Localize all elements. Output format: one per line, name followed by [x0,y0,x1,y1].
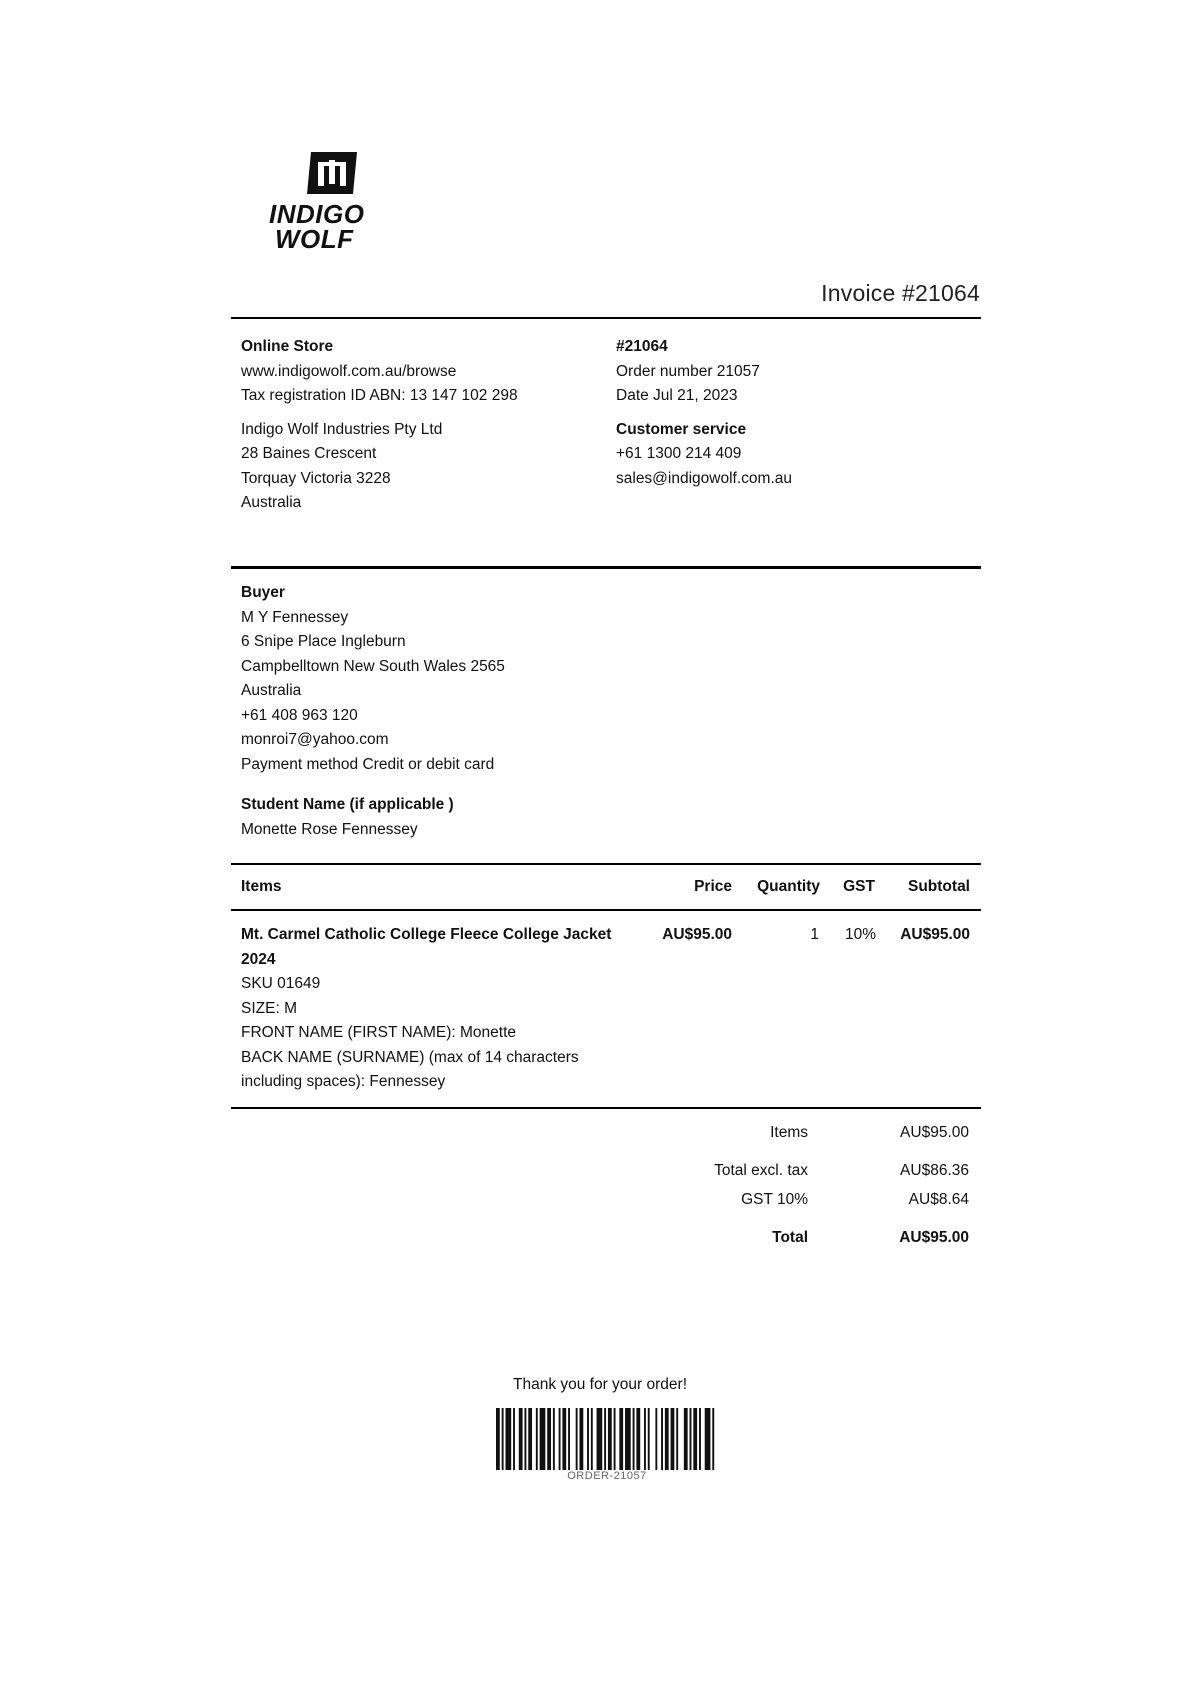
order-date: Date Jul 21, 2023 [616,387,738,404]
col-header-quantity: Quantity [757,878,820,895]
item-title: Mt. Carmel Catholic College Fleece College Jacket [241,926,612,943]
barcode-text: ORDER-21057 [567,1470,647,1482]
company-name: Indigo Wolf Industries Pty Ltd [241,420,443,438]
gst-label: GST 10% [741,1191,808,1208]
table-row [241,923,611,1095]
buyer-divider [231,566,981,569]
item-back-name-cont: including spaces): Fennessey [241,1073,446,1090]
item-sku: SKU 01649 [241,975,321,992]
wolf-logo-icon [307,152,357,194]
company-country: Australia [241,494,302,511]
buyer-heading: Buyer [241,584,285,601]
buyer-block [241,581,505,842]
student-heading: Student Name (if applicable ) [241,796,454,813]
table-top-rule [231,863,981,865]
table-header-rule [231,909,981,911]
order-block [616,335,792,491]
seller-block [241,335,518,516]
table-bottom-rule [231,1107,981,1109]
company-city: Torquay Victoria 3228 [241,469,391,487]
customer-service-email: sales@indigowolf.com.au [616,469,792,487]
tax-id: Tax registration ID ABN: 13 147 102 298 [241,387,518,404]
grand-total-label: Total [772,1229,808,1246]
thank-you-message: Thank you for your order! [512,1376,688,1393]
buyer-email: monroi7@yahoo.com [241,731,389,748]
order-number: Order number 21057 [616,362,760,380]
grand-total-value: AU$95.00 [899,1229,969,1246]
store-heading: Online Store [241,338,334,355]
total-excl-tax-label: Total excl. tax [714,1162,808,1179]
buyer-city: Campbelltown New South Wales 2565 [241,657,505,675]
buyer-phone: +61 408 963 120 [241,706,358,724]
barcode [496,1408,718,1470]
item-quantity: 1 [810,926,819,943]
buyer-street: 6 Snipe Place Ingleburn [241,633,406,650]
store-website: www.indigowolf.com.au/browse [241,362,457,380]
item-back-name: BACK NAME (SURNAME) (max of 14 characters [241,1048,579,1066]
payment-method: Payment method Credit or debit card [241,755,495,773]
buyer-name: M Y Fennessey [241,608,349,626]
invoice-number: #21064 [616,338,668,355]
col-header-subtotal: Subtotal [908,878,970,895]
item-price: AU$95.00 [662,926,732,943]
total-excl-tax-value: AU$86.36 [900,1162,969,1179]
item-subtotal: AU$95.00 [900,926,970,943]
header-divider [231,317,981,319]
col-header-items: Items [241,878,282,895]
item-size: SIZE: M [241,999,297,1017]
customer-service-heading: Customer service [616,420,747,438]
logo-line1: INDIGO [269,199,365,229]
item-title-cont: 2024 [241,950,276,968]
totals-items-label: Items [770,1124,808,1141]
item-front-name: FRONT NAME (FIRST NAME): Monette [241,1024,517,1041]
invoice-title: Invoice #21064 [821,280,980,306]
gst-value: AU$8.64 [908,1191,969,1208]
item-gst: 10% [844,926,876,943]
customer-service-phone: +61 1300 214 409 [616,445,742,462]
indigo-wolf-logo [269,150,393,252]
totals-items-value: AU$95.00 [900,1124,969,1141]
student-name: Monette Rose Fennessey [241,820,418,838]
company-street: 28 Baines Crescent [241,445,377,462]
col-header-gst: GST [843,878,875,895]
logo-line2: WOLF [275,224,354,252]
buyer-country: Australia [241,682,302,699]
col-header-price: Price [694,878,732,895]
